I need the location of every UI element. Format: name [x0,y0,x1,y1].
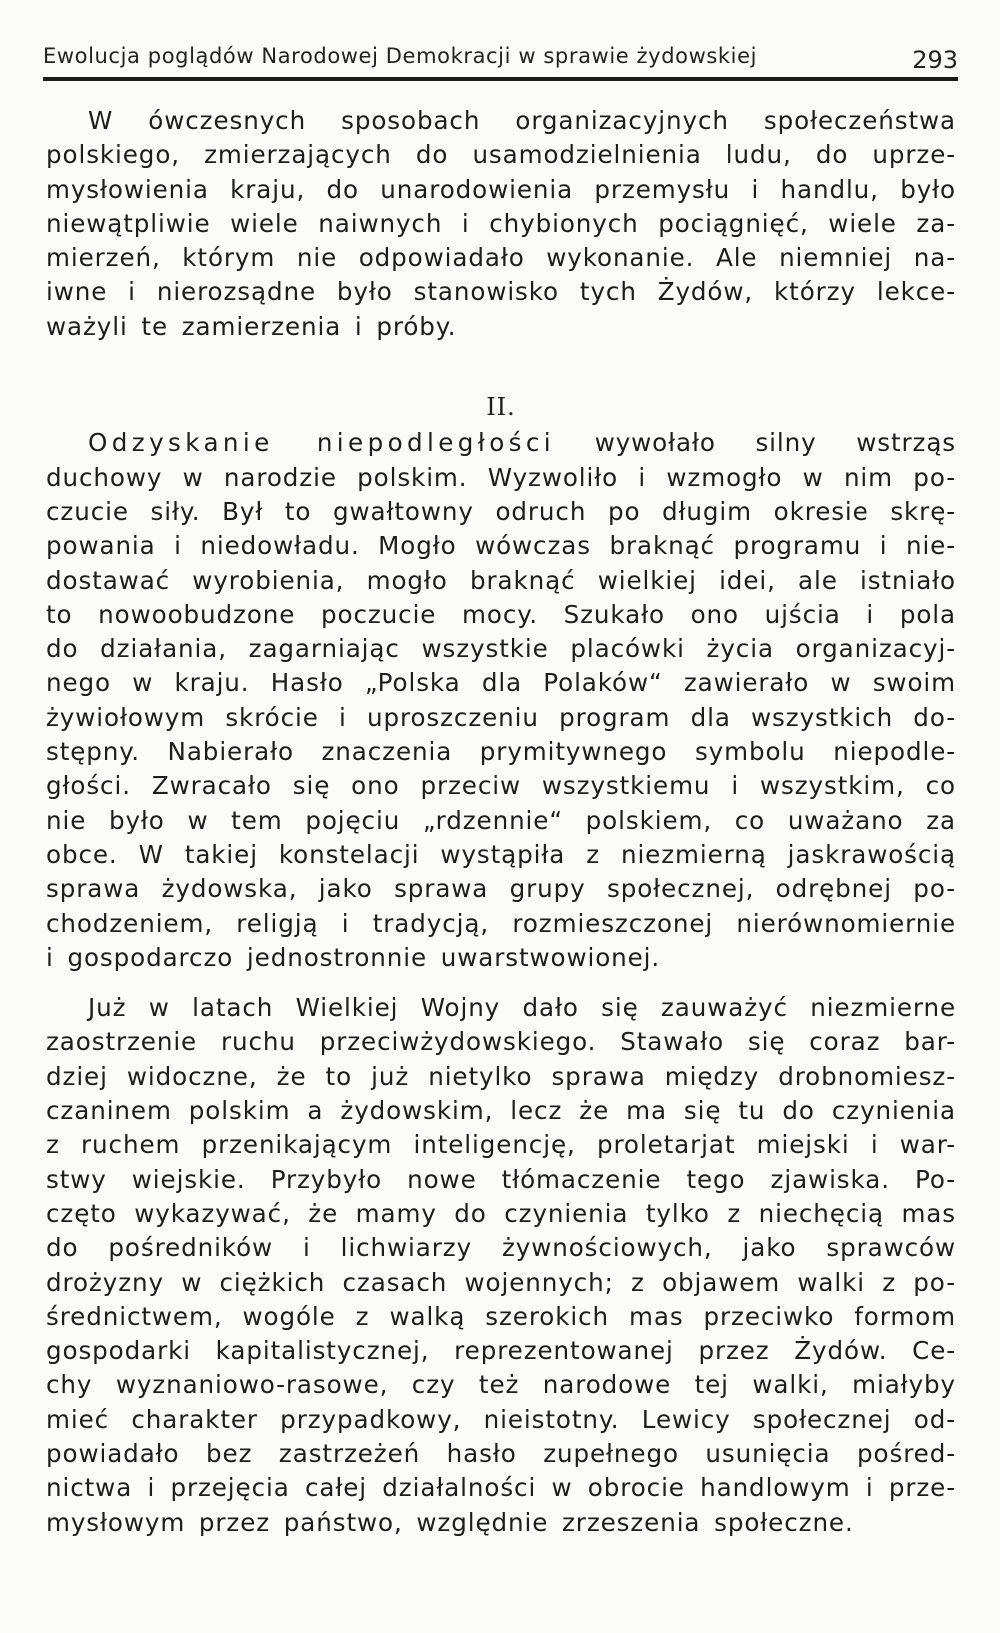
text-line: nego w kraju. Hasło „Polska dla Polaków“ zawierało w swoim [46,668,956,698]
text-line: sprawa żydowska, jako sprawa grupy społecznej, odrębnej po- [46,874,956,904]
spaced-emphasis: Odzyskanie niepodległości [88,428,556,458]
first-line-rest: wywołało silny wstrząs [594,428,956,458]
text-line: mierzeń, którym nie odpowiadało wykonanie. Ale niemniej na- [46,243,956,273]
text-line: drożyzny w ciężkich czasach wojennych; z objawem walki z po- [46,1267,956,1297]
text-line: duchowy w narodzie polskim. Wyzwoliło i wzmogło w nim po- [46,462,956,492]
text-line: częto wykazywać, że mamy do czynienia tylko z niechęcią mas [46,1198,956,1228]
text-line: Już w latach Wielkiej Wojny dało się zauważyć niezmierne [88,993,956,1023]
text-line: mysłowienia kraju, do unarodowienia przemysłu i handlu, było [46,174,956,204]
text-line: do pośredników i lichwiarzy żywnościowych, jako sprawców [46,1233,956,1263]
page-body [46,104,956,1540]
text-line: do działania, zagarniając wszystkie placówki życia organizacyj- [46,634,956,664]
text-line: średnictwem, wogóle z walką szerokich mas przeciwko formom [46,1301,956,1331]
text-line: stępny. Nabierało znaczenia prymitywnego symbolu niepodle- [46,737,956,767]
text-line: obce. W takiej konstelacji wystąpiła z niezmierną jaskrawością [46,839,956,869]
text-line: chodzeniem, religją i tradycją, rozmieszczonej nierównomiernie [46,908,956,938]
paragraph-2 [46,426,956,975]
paragraph-3 [46,991,956,1540]
text-line: nie było w tem pojęciu „rdzennie“ polskiem, co uważano za [46,805,956,835]
text-line: powania i niedowładu. Mogło wówczas braknąć programu i nie- [46,531,956,561]
text-line: gospodarki kapitalistycznej, reprezentowanej przez Żydów. Ce- [46,1336,956,1366]
text-line: dostawać wyrobienia, mogło braknąć wielkiej idei, ale istniało [46,565,956,595]
text-line [46,426,956,460]
header-rule [43,77,958,81]
text-line: czaninem polskim a żydowskim, lecz że ma się tu do czynienia [46,1096,956,1126]
text-line: mieć charakter przypadkowy, nieistotny. Lewicy społecznej od- [46,1404,956,1434]
text-line: W ówczesnych sposobach organizacyjnych społeczeństwa [88,106,956,135]
text-line: to nowoobudzone poczucie mocy. Szukało ono ujścia i pola [46,599,956,629]
text-line: dziej widoczne, że to już nietylko sprawa między drobnomiesz- [46,1061,956,1091]
text-line: iwne i nierozsądne było stanowisko tych Żydów, którzy lekce- [46,277,956,307]
text-line: żywiołowym skrócie i uproszczeniu program dla wszystkich do- [46,702,956,732]
running-title: Ewolucja poglądów Narodowej Demokracji w sprawie żydowskiej [43,44,758,68]
page-number: 293 [912,46,958,74]
text-line: polskiego, zmierzających do usamodzielnienia ludu, do uprze- [46,140,956,170]
text-line: nictwa i przejęcia całej działalności w obrocie handlowym i prze- [46,1473,956,1503]
text-line: głości. Zwracało się ono przeciw wszystkiemu i wszystkim, co [46,771,956,801]
paragraph-gap [46,975,956,991]
text-line: mysłowym przez państwo, względnie zrzeszenia społeczne. [46,1507,854,1537]
page-header [43,40,958,80]
section-heading: II. [486,393,516,422]
text-line: chy wyznaniowo-rasowe, czy też narodowe tej walki, miałyby [46,1370,956,1400]
text-line: stwy wiejskie. Przybyło nowe tłómaczenie tego zjawiska. Po- [46,1164,956,1194]
text-line: zaostrzenie ruchu przeciwżydowskiego. Stawało się coraz bar- [46,1027,956,1057]
text-line: powiadało bez zastrzeżeń hasło zupełnego usunięcia pośred- [46,1438,956,1468]
text-line: z ruchem przenikającym inteligencję, proletarjat miejski i war- [46,1130,956,1160]
text-line: ważyli te zamierzenia i próby. [46,311,457,341]
text-line: niewątpliwie wiele naiwnych i chybionych pociągnięć, wiele za- [46,208,956,238]
text-line: i gospodarczo jednostronnie uwarstwowionej. [46,942,661,972]
paragraph-1 [46,104,956,344]
text-line: czucie siły. Był to gwałtowny odruch po długim okresie skrę- [46,496,956,526]
